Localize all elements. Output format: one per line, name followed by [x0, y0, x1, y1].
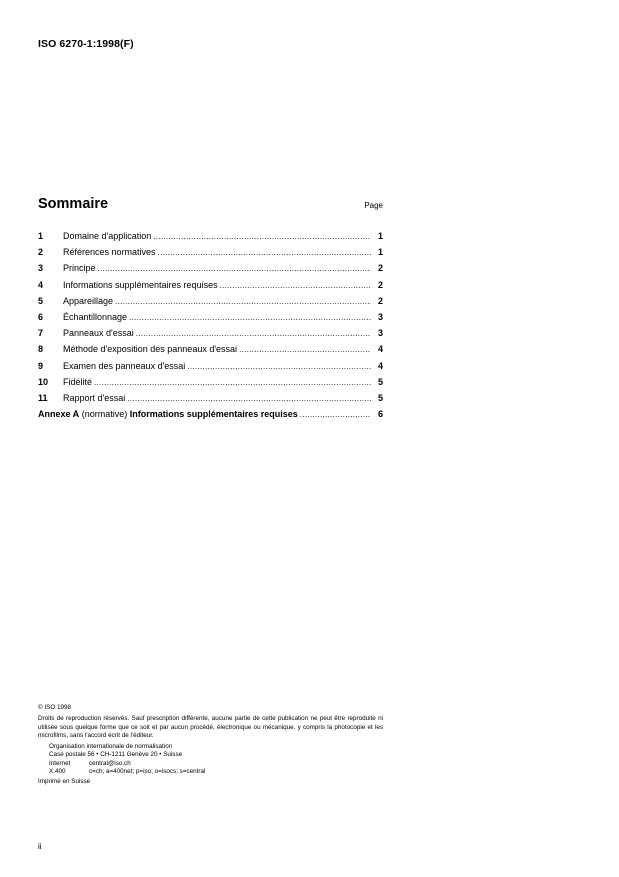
toc-entry-9[interactable] — [38, 358, 383, 374]
rights-notice: Droits de reproduction réservés. Sauf prescription différente, aucune partie de cette publication ne peut être reproduite ni utilisée sous quelque forme que ce soit et par aucun procédé, électronique ou mécanique, y compris la photocopie et les microfilms, sans l'accord écrit de l'éditeur. — [38, 715, 383, 739]
toc-entry-label: Examen des panneaux d'essai — [63, 360, 186, 371]
toc-entry-number: 6 — [38, 311, 44, 322]
toc-leader-dots — [94, 375, 371, 391]
annex-title: Informations supplémentaires requises — [129, 409, 298, 420]
toc-entry-page: 5 — [377, 376, 383, 387]
internet-email[interactable]: central@iso.ch — [89, 759, 131, 767]
toc-page-label: Page — [364, 201, 383, 210]
toc-leader-dots — [115, 294, 371, 310]
toc-entry-label: Échantillonnage — [63, 311, 128, 322]
toc-entry-8[interactable] — [38, 341, 383, 357]
printed-in: Imprimé en Suisse — [38, 778, 91, 786]
toc-entry-label: Principe — [63, 263, 96, 274]
toc-entry-1[interactable] — [38, 228, 383, 244]
toc-entry-page: 2 — [377, 295, 383, 306]
toc-entry-annex-a[interactable] — [38, 406, 383, 422]
toc-entry-label: Méthode d'exposition des panneaux d'essai — [63, 344, 238, 355]
toc-leader-dots — [158, 245, 371, 261]
toc-leader-dots — [220, 278, 371, 294]
toc-leader-dots — [187, 359, 371, 375]
toc-entry-page: 6 — [377, 409, 383, 420]
annex-type-text: (normative) — [81, 409, 128, 420]
table-of-contents — [38, 228, 383, 422]
toc-entry-label: Informations supplémentaires requises — [63, 279, 218, 290]
toc-entry-label: Références normatives — [63, 247, 156, 258]
document-header: ISO 6270-1:1998(F) — [38, 38, 134, 50]
internet-row — [49, 760, 383, 768]
toc-entry-page: 4 — [377, 360, 383, 371]
toc-entry-number: 4 — [38, 279, 44, 290]
toc-entry-page: 3 — [377, 311, 383, 322]
toc-entry-label: Rapport d'essai — [63, 392, 126, 403]
toc-entry-page: 2 — [377, 263, 383, 274]
toc-leader-dots — [153, 229, 371, 245]
toc-entry-number: 5 — [38, 295, 44, 306]
toc-entry-6[interactable] — [38, 309, 383, 325]
toc-entry-label: Domaine d'application — [63, 231, 152, 241]
toc-entry-label: Appareillage — [63, 295, 114, 306]
toc-leader-dots — [127, 391, 371, 407]
annex-prefix: Annexe A — [38, 409, 80, 420]
toc-entry-page: 1 — [377, 231, 383, 241]
toc-entry-number: 10 — [38, 376, 49, 387]
toc-leader-dots — [98, 261, 371, 277]
toc-entry-10[interactable] — [38, 374, 383, 390]
toc-entry-page: 4 — [377, 344, 383, 355]
toc-entry-number: 9 — [38, 360, 44, 371]
toc-entry-page: 5 — [377, 392, 383, 403]
organisation-name: Organisation internationale de normalisation — [49, 743, 173, 751]
internet-key: Internet — [49, 759, 71, 767]
postal-address: Case postale 56 • CH-1211 Genève 20 • Suisse — [49, 751, 183, 759]
copyright-line: © ISO 1998 — [38, 704, 71, 711]
toc-entry-7[interactable] — [38, 325, 383, 341]
page-number: ii — [38, 842, 42, 851]
toc-leader-dots — [239, 342, 371, 358]
toc-entry-number: 1 — [38, 231, 44, 241]
toc-entry-number: 2 — [38, 247, 44, 258]
annex-type — [79, 406, 130, 422]
toc-entry-number: 3 — [38, 263, 44, 274]
toc-entry-5[interactable] — [38, 293, 383, 309]
x400-row — [49, 768, 383, 776]
toc-leader-dots — [300, 407, 371, 423]
toc-entry-page: 3 — [377, 328, 383, 339]
toc-entry-11[interactable] — [38, 390, 383, 406]
toc-entry-label: Panneaux d'essai — [63, 328, 134, 339]
toc-leader-dots — [136, 326, 371, 342]
toc-entry-4[interactable] — [38, 277, 383, 293]
x400-key: X.400 — [49, 768, 66, 776]
toc-entry-3[interactable] — [38, 260, 383, 276]
toc-leader-dots — [129, 310, 371, 326]
toc-entry-page: 2 — [377, 279, 383, 290]
toc-entry-2[interactable] — [38, 244, 383, 260]
toc-entry-number: 11 — [38, 392, 48, 403]
x400-address: c=ch; a=400net; p=iso; o=isocs; s=central — [89, 768, 206, 776]
toc-entry-label: Fidélité — [63, 376, 93, 387]
toc-entry-page: 1 — [377, 247, 383, 258]
toc-title: Sommaire — [38, 196, 109, 212]
toc-entry-number: 8 — [38, 344, 44, 355]
copyright-block — [38, 704, 383, 787]
publisher-address — [49, 743, 383, 776]
toc-entry-number: 7 — [38, 328, 44, 339]
